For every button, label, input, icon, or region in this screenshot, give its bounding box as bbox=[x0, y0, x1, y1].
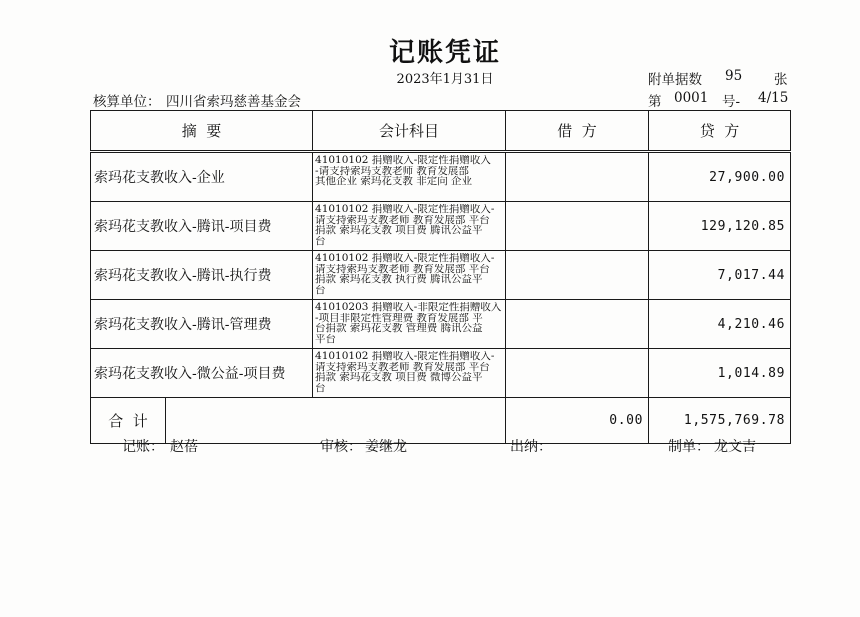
account-line: 请支持索玛支教老师 教育发展部 平台 bbox=[315, 361, 490, 372]
row-debit bbox=[506, 202, 649, 251]
bookkeeper-name: 赵蓓 bbox=[170, 439, 198, 455]
reviewer-label: 审核： bbox=[320, 439, 362, 455]
voucher-no-prefix: 第 bbox=[648, 94, 662, 110]
table-header-row bbox=[91, 111, 791, 152]
cashier-label: 出纳： bbox=[510, 439, 552, 455]
account-line: 捐款 索玛花支教 项目费 微博公益平 bbox=[315, 372, 483, 383]
bookkeeper-label: 记账： bbox=[122, 439, 164, 455]
account-line: 其他企业 索玛花支教 非定向 企业 bbox=[315, 176, 473, 187]
table-row bbox=[91, 300, 791, 349]
header-credit: 贷 方 bbox=[649, 111, 791, 152]
reviewer-name: 姜继龙 bbox=[365, 439, 407, 455]
account-line: 台 bbox=[315, 284, 326, 295]
table-row bbox=[91, 202, 791, 251]
table-row bbox=[91, 152, 791, 202]
voucher-date: 2023年1月31日 bbox=[396, 72, 494, 87]
account-line: 41010102 捐赠收入-限定性捐赠收入- bbox=[315, 253, 495, 264]
account-line: 41010102 捐赠收入-限定性捐赠收入 bbox=[315, 155, 491, 166]
header-debit: 借 方 bbox=[506, 111, 649, 152]
total-debit: 0.00 bbox=[506, 398, 649, 444]
row-account bbox=[313, 300, 506, 349]
voucher-title: 记账凭证 bbox=[388, 38, 501, 68]
row-account bbox=[313, 152, 506, 202]
voucher-no-suffix: 号- bbox=[722, 94, 741, 110]
row-account bbox=[313, 202, 506, 251]
attachments-count: 95 bbox=[725, 68, 743, 84]
table-row bbox=[91, 251, 791, 300]
row-account bbox=[313, 251, 506, 300]
row-credit: 129,120.85 bbox=[649, 202, 791, 251]
row-summary: 索玛花支教收入-企业 bbox=[91, 152, 313, 202]
attachments-label: 附单据数 bbox=[648, 72, 702, 88]
voucher-table bbox=[90, 110, 791, 444]
account-line: 台 bbox=[315, 382, 326, 393]
row-account bbox=[313, 349, 506, 398]
voucher-number: 0001 bbox=[674, 90, 709, 106]
preparer-label: 制单： bbox=[668, 439, 710, 455]
row-summary: 索玛花支教收入-腾讯-管理费 bbox=[91, 300, 313, 349]
account-line: 捐款 索玛花支教 执行费 腾讯公益平 bbox=[315, 274, 483, 285]
row-debit bbox=[506, 152, 649, 202]
row-summary: 索玛花支教收入-微公益-项目费 bbox=[91, 349, 313, 398]
header-account: 会计科目 bbox=[313, 111, 506, 152]
account-line: 请支持索玛支教老师 教育发展部 平台 bbox=[315, 263, 490, 274]
row-debit bbox=[506, 251, 649, 300]
account-line: 平台 bbox=[315, 333, 337, 344]
account-line: 41010203 捐赠收入-非限定性捐赠收入 bbox=[315, 302, 502, 313]
account-line: 41010102 捐赠收入-限定性捐赠收入- bbox=[315, 204, 495, 215]
row-credit: 4,210.46 bbox=[649, 300, 791, 349]
attachments-unit: 张 bbox=[774, 72, 788, 88]
account-line: 台 bbox=[315, 235, 326, 246]
table-row bbox=[91, 349, 791, 398]
account-line: 请支持索玛支教老师 教育发展部 平台 bbox=[315, 214, 490, 225]
accounting-unit-label: 核算单位： bbox=[93, 94, 161, 110]
row-summary: 索玛花支教收入-腾讯-项目费 bbox=[91, 202, 313, 251]
account-line: 捐款 索玛花支教 项目费 腾讯公益平 bbox=[315, 225, 483, 236]
row-debit bbox=[506, 349, 649, 398]
account-line: 台捐款 索玛花支教 管理费 腾讯公益 bbox=[315, 323, 483, 334]
row-credit: 1,014.89 bbox=[649, 349, 791, 398]
header-summary: 摘 要 bbox=[91, 111, 313, 152]
accounting-unit-name: 四川省索玛慈善基金会 bbox=[166, 94, 301, 110]
total-credit: 1,575,769.78 bbox=[649, 398, 791, 444]
row-summary: 索玛花支教收入-腾讯-执行费 bbox=[91, 251, 313, 300]
voucher-page: 4/15 bbox=[758, 90, 789, 106]
row-credit: 7,017.44 bbox=[649, 251, 791, 300]
preparer-name: 龙文吉 bbox=[714, 439, 756, 455]
account-line: 41010102 捐赠收入-限定性捐赠收入- bbox=[315, 351, 495, 362]
account-line: -项目非限定性管理费 教育发展部 平 bbox=[315, 312, 483, 323]
account-line: -请支持索玛支教老师 教育发展部 bbox=[315, 165, 469, 176]
total-label: 合 计 bbox=[91, 398, 166, 444]
row-debit bbox=[506, 300, 649, 349]
row-credit: 27,900.00 bbox=[649, 152, 791, 202]
